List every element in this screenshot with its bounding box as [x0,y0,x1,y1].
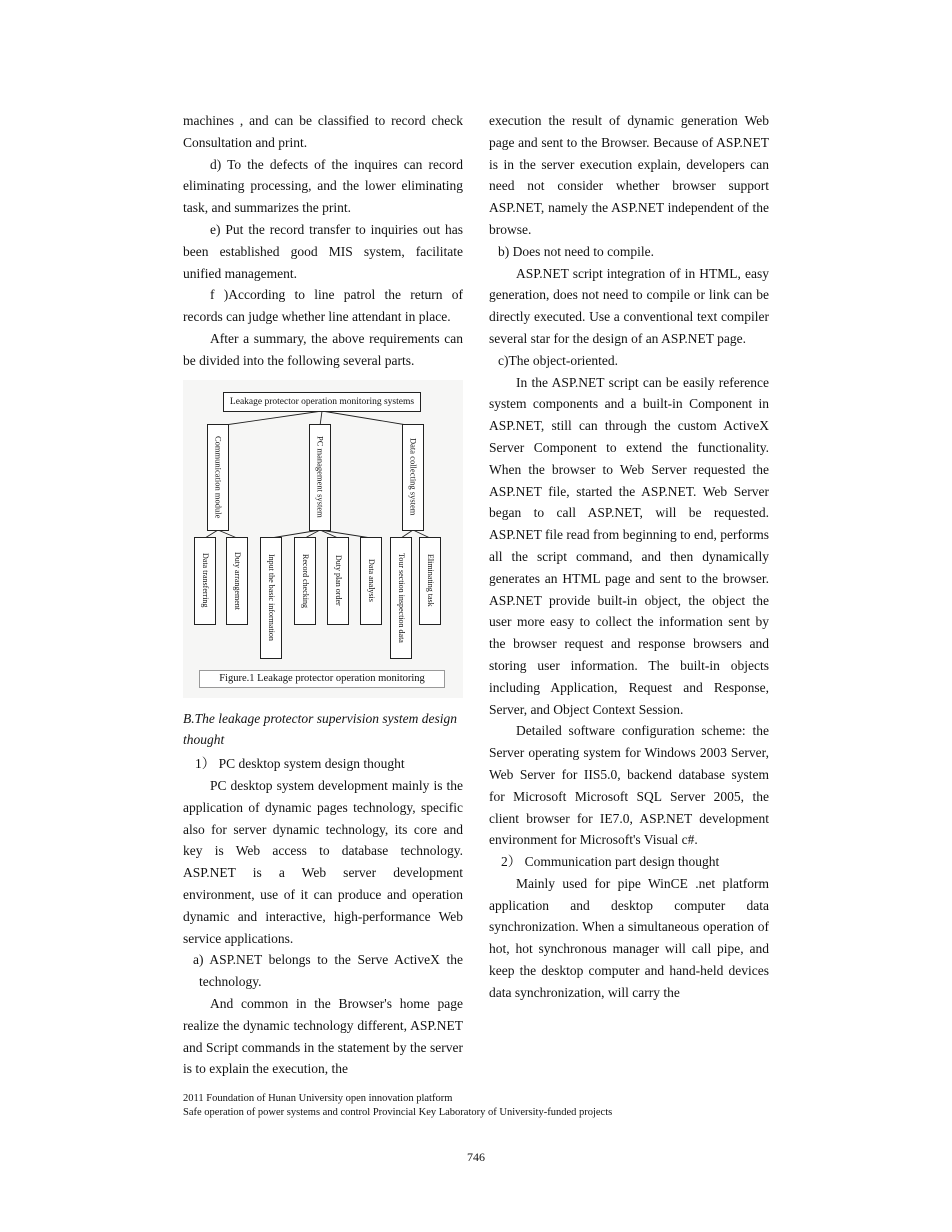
footnote [183,1092,783,1119]
figure-root-box: Leakage protector operation monitoring systems [223,392,421,412]
list-item: 1） PC desktop system design thought [195,756,405,772]
right-column [489,110,769,1004]
section-heading: B.The leakage protector supervision system design thought [183,710,457,748]
list-item: 2） Communication part design thought [501,854,720,870]
list-item: c)The object-oriented. [498,352,618,368]
paragraph: ASP.NET script integration of in HTML, easy generation, does not need to compile or link can be directly executed. Use a conventional text compiler several star for the design of an ASP.NET page. [489,265,769,346]
footnote-line: 2011 Foundation of Hunan University open innovation platform [183,1093,453,1104]
figure-branch-box: Communication module [207,424,229,531]
paragraph: And common in the Browser's home page realize the dynamic technology different, ASP.NET and Script commands in the statement by the server is to explain the execution, the [183,995,463,1077]
paragraph: execution the result of dynamic generation Web page and sent to the Browser. Because of ASP.NET is in the server execution explain, developers can need not consider whether browser support ASP.NET, namely the ASP.NET independent of the browse. [489,113,769,237]
footnote-line: Safe operation of power systems and control Provincial Key Laboratory of University-funded projects [183,1106,613,1118]
left-column [183,110,463,1080]
paragraph: d) To the defects of the inquires can record eliminating processing, and the lower eliminating task, and summarizes the print. [183,156,463,216]
figure-leaf-box: Eliminating task [419,537,441,625]
figure-leaf-box: Duty plan order [327,537,349,625]
figure-leaf-box: Record checking [294,537,316,625]
figure-caption: Figure.1 Leakage protector operation monitoring [199,670,445,688]
paragraph: PC desktop system development mainly is the application of dynamic pages technology, specific also for server dynamic technology, its core and key is Web access to database technology. ASP.NET is a Web server development environment, use of it can produce and operation dynamic and interactive, high-performance Web service applications. [183,777,463,946]
list-item: b) Does not need to compile. [498,243,654,259]
figure-leaf-box: Data analysis [360,537,382,625]
paragraph: f )According to line patrol the return of records can judge whether line attendant in place. [183,287,463,325]
figure-branch-box: Data collecting system [402,424,424,531]
figure-leaf-box: Duty arrangement [226,537,248,625]
paragraph: Mainly used for pipe WinCE .net platform application and desktop computer data synchronization. When a simultaneous operation of hot, hot synchronous manager will call pipe, and keep the desktop computer and hand-held devices data synchronization, will carry the [489,875,769,1000]
paragraph: In the ASP.NET script can be easily reference system components and a built-in Component in ASP.NET, still can through the custom ActiveX Server Component to extend the functionality. When the browser to Web Server requested the ASP.NET file, started the ASP.NET. Web Server began to call ASP.NET, will be requested. ASP.NET file read from beginning to end, performs all the script command, and then dynamically generates an HTML page and sent to the browser. ASP.NET provide built-in object, the object the user more easy to collect the information sent by the browser request and response browsers and storing user information. The built-in objects including Application, Request and Response, Server, and Object Context Session. [489,374,769,717]
paragraph: After a summary, the above requirements can be divided into the following several parts. [183,330,463,368]
paragraph: e) Put the record transfer to inquiries out has been established good MIS system, facilitate unified management. [183,221,463,281]
list-item: a) ASP.NET belongs to the Serve ActiveX the technology. [193,952,463,990]
figure-leaf-box: Input the basic information [260,537,282,659]
paragraph: Detailed software configuration scheme: the Server operating system for Windows 2003 Server, Web Server for IIS5.0, backend database system for Microsoft Microsoft SQL Server 2005, the client browser for IE7.0, ASP.NET development environment for Microsoft's Visual c#. [489,723,769,848]
figure-leaf-box: Tour section inspection data [390,537,412,659]
page-number: 746 [467,1150,485,1164]
figure-leaf-box: Data transferring [194,537,216,625]
figure-1-diagram [183,380,463,698]
paragraph: machines , and can be classified to record check Consultation and print. [183,113,463,150]
figure-branch-box: PC management system [309,424,331,531]
